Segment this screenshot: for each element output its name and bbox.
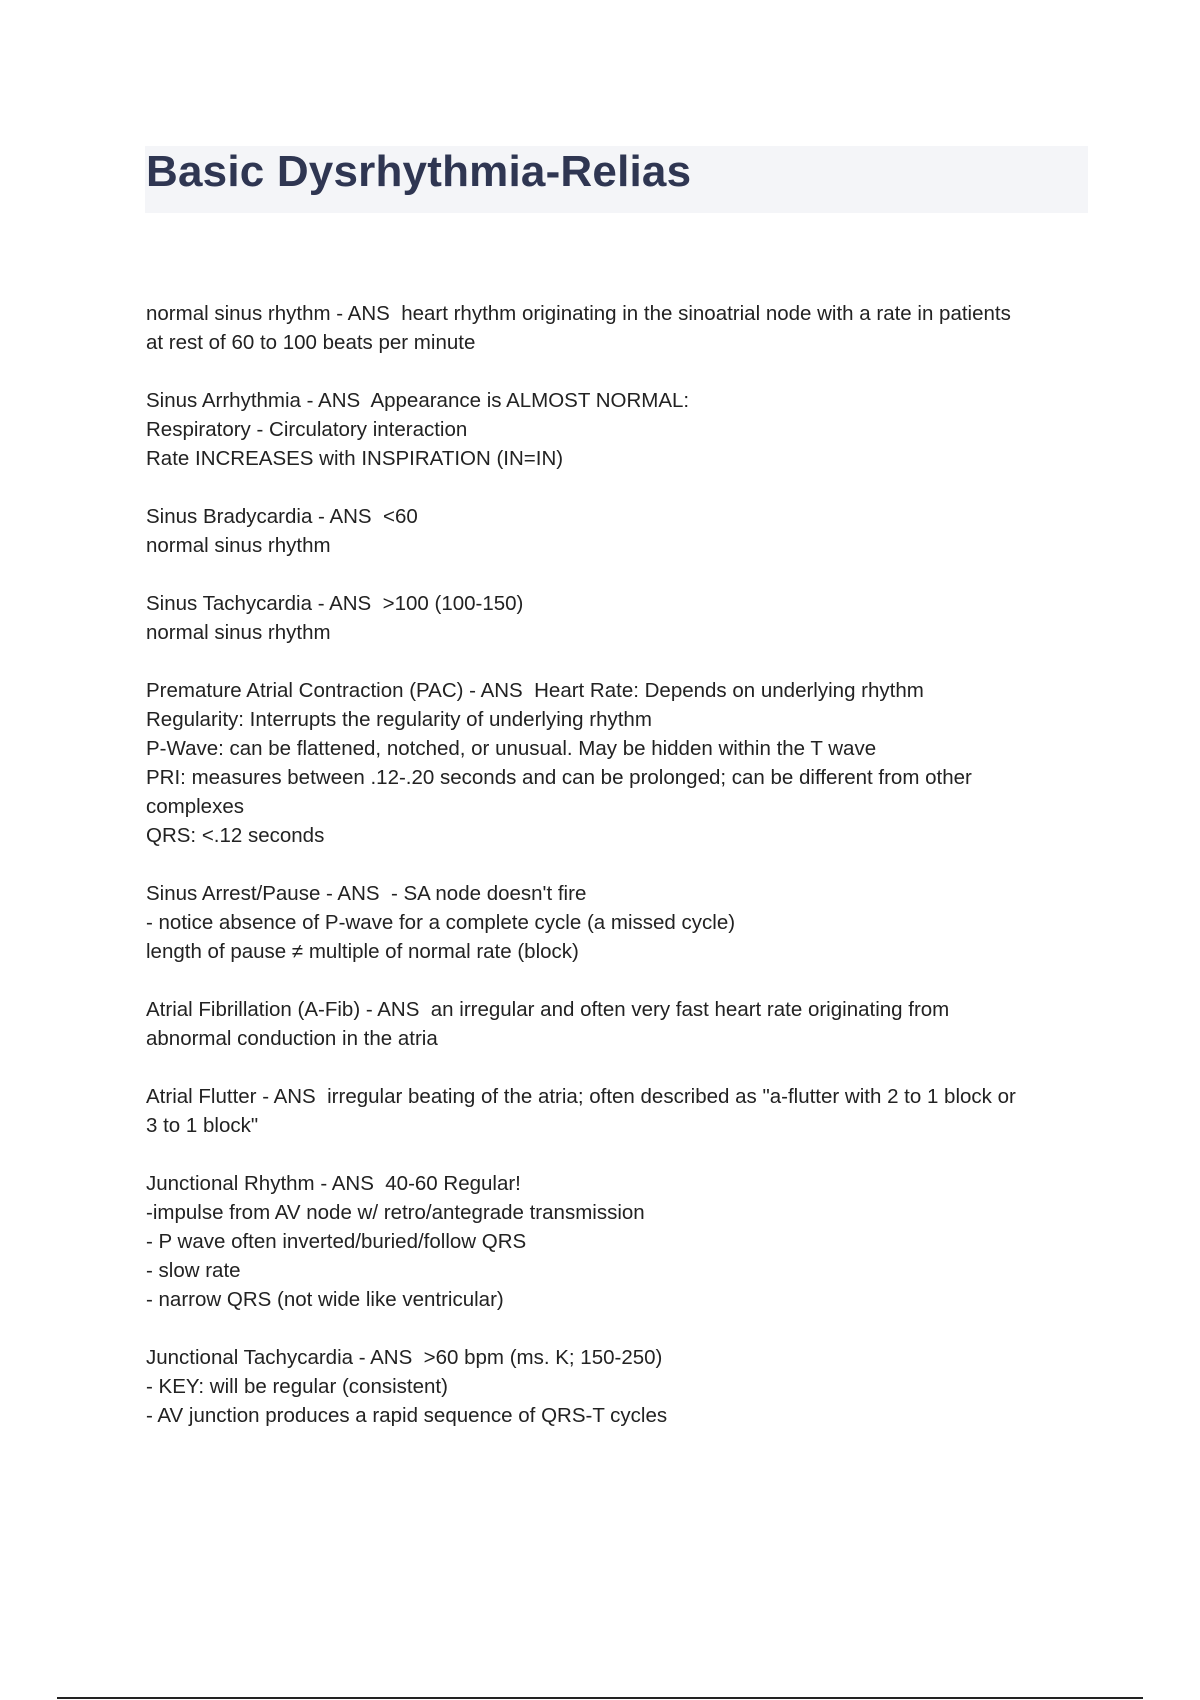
page-title: Basic Dysrhythmia-Relias bbox=[146, 147, 692, 196]
entry-line: P-Wave: can be flattened, notched, or unusual. May be hidden within the T wave bbox=[146, 737, 877, 760]
flashcard-entry bbox=[146, 1082, 1096, 1140]
entry-line: at rest of 60 to 100 beats per minute bbox=[146, 331, 476, 354]
entry-line: normal sinus rhythm bbox=[146, 621, 331, 644]
flashcard-entry bbox=[146, 1343, 1096, 1430]
footer-divider bbox=[57, 1697, 1143, 1699]
entry-line: abnormal conduction in the atria bbox=[146, 1027, 438, 1050]
entry-line: 3 to 1 block" bbox=[146, 1114, 259, 1137]
entry-line: QRS: <.12 seconds bbox=[146, 824, 325, 847]
flashcard-entry bbox=[146, 589, 1096, 647]
flashcard-entry bbox=[146, 995, 1096, 1053]
entry-line: normal sinus rhythm bbox=[146, 534, 331, 557]
entry-line: Atrial Fibrillation (A-Fib) - ANS an irregular and often very fast heart rate originating from bbox=[146, 998, 950, 1021]
entry-line: Rate INCREASES with INSPIRATION (IN=IN) bbox=[146, 447, 564, 470]
flashcard-entry bbox=[146, 676, 1096, 850]
flashcard-entry bbox=[146, 879, 1096, 966]
entry-line: Regularity: Interrupts the regularity of underlying rhythm bbox=[146, 708, 652, 731]
entry-line: length of pause ≠ multiple of normal rate (block) bbox=[146, 940, 579, 963]
flashcard-entry bbox=[146, 386, 1096, 473]
entry-line: - slow rate bbox=[146, 1259, 241, 1282]
entry-line: Sinus Bradycardia - ANS <60 bbox=[146, 505, 418, 528]
entry-line: - narrow QRS (not wide like ventricular) bbox=[146, 1288, 504, 1311]
entry-line: Respiratory - Circulatory interaction bbox=[146, 418, 468, 441]
entry-line: normal sinus rhythm - ANS heart rhythm originating in the sinoatrial node with a rate in patients bbox=[146, 302, 1011, 325]
entry-line: - AV junction produces a rapid sequence of QRS-T cycles bbox=[146, 1404, 668, 1427]
entry-line: Sinus Arrhythmia - ANS Appearance is ALMOST NORMAL: bbox=[146, 389, 690, 412]
entry-line: - notice absence of P-wave for a complete cycle (a missed cycle) bbox=[146, 911, 736, 934]
flashcard-entry bbox=[146, 299, 1096, 357]
entry-line: complexes bbox=[146, 795, 244, 818]
entry-line: PRI: measures between .12-.20 seconds and can be prolonged; can be different from other bbox=[146, 766, 972, 789]
entry-line: Premature Atrial Contraction (PAC) - ANS Heart Rate: Depends on underlying rhythm bbox=[146, 679, 924, 702]
entry-line: Atrial Flutter - ANS irregular beating of the atria; often described as "a-flutter with 2 to 1 block or bbox=[146, 1085, 1016, 1108]
flashcard-list bbox=[146, 299, 1096, 1459]
entry-line: Sinus Tachycardia - ANS >100 (100-150) bbox=[146, 592, 524, 615]
flashcard-entry bbox=[146, 1169, 1096, 1314]
entry-line: Sinus Arrest/Pause - ANS - SA node doesn't fire bbox=[146, 882, 587, 905]
entry-line: Junctional Tachycardia - ANS >60 bpm (ms. K; 150-250) bbox=[146, 1346, 663, 1369]
entry-line: Junctional Rhythm - ANS 40-60 Regular! bbox=[146, 1172, 521, 1195]
entry-line: - P wave often inverted/buried/follow QRS bbox=[146, 1230, 527, 1253]
entry-line: - KEY: will be regular (consistent) bbox=[146, 1375, 448, 1398]
flashcard-entry bbox=[146, 502, 1096, 560]
entry-line: -impulse from AV node w/ retro/antegrade transmission bbox=[146, 1201, 645, 1224]
